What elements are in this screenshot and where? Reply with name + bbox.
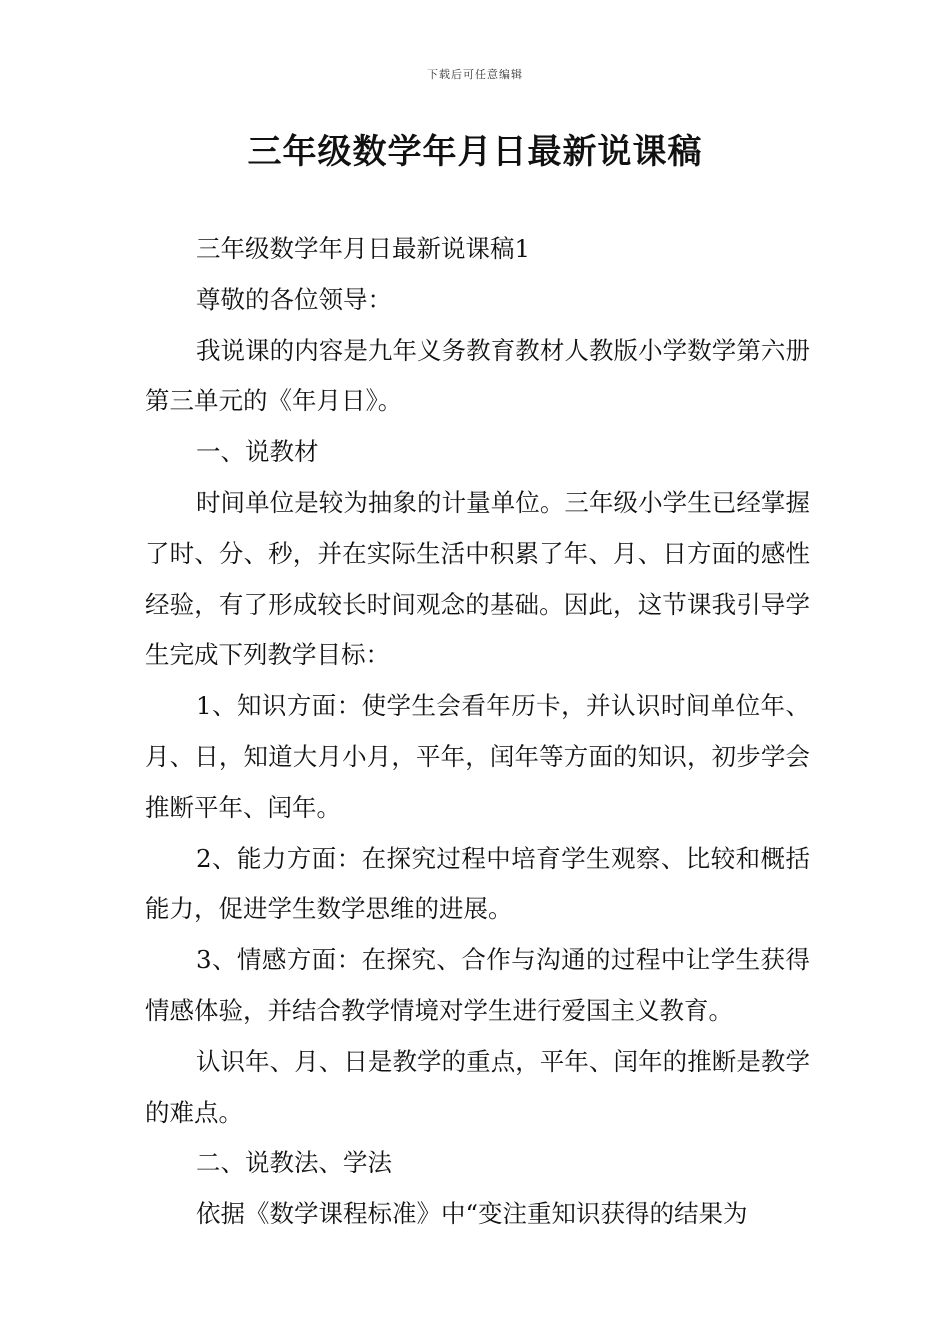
paragraph-goal-knowledge: 1、知识方面：使学生会看年历卡，并认识时间单位年、月、日，知道大月小月，平年，闰年等方面的知识，初步学会推断平年、闰年。 bbox=[145, 691, 810, 822]
document-body bbox=[145, 224, 810, 1240]
paragraph-key-points: 认识年、月、日是教学的重点，平年、闰年的推断是教学的难点。 bbox=[145, 1046, 810, 1127]
paragraph-goal-ability: 2、能力方面：在探究过程中培育学生观察、比较和概括能力，促进学生数学思维的进展。 bbox=[145, 843, 810, 924]
section-heading-textbook: 一、说教材 bbox=[196, 437, 319, 467]
paragraph-methods: 依据《数学课程标准》中“变注重知识获得的结果为 bbox=[196, 1199, 748, 1229]
document-title: 三年级数学年月日最新说课稿 bbox=[247, 132, 703, 172]
section-heading-methods: 二、说教法、学法 bbox=[196, 1148, 392, 1178]
header-note: 下载后可任意编辑 bbox=[427, 68, 523, 81]
paragraph-heading: 三年级数学年月日最新说课稿1 bbox=[196, 234, 531, 263]
paragraph-intro: 我说课的内容是九年义务教育教材人教版小学数学第六册第三单元的《年月日》。 bbox=[145, 335, 810, 416]
paragraph-textbook: 时间单位是较为抽象的计量单位。三年级小学生已经掌握了时、分、秒，并在实际生活中积累了年、月、日方面的感性经验，有了形成较长时间观念的基础。因此，这节课我引导学生完成下列教学目标： bbox=[145, 487, 810, 670]
paragraph-greeting: 尊敬的各位领导： bbox=[196, 284, 392, 314]
paragraph-goal-emotion: 3、情感方面：在探究、合作与沟通的过程中让学生获得情感体验，并结合教学情境对学生进行爱国主义教育。 bbox=[145, 945, 810, 1025]
